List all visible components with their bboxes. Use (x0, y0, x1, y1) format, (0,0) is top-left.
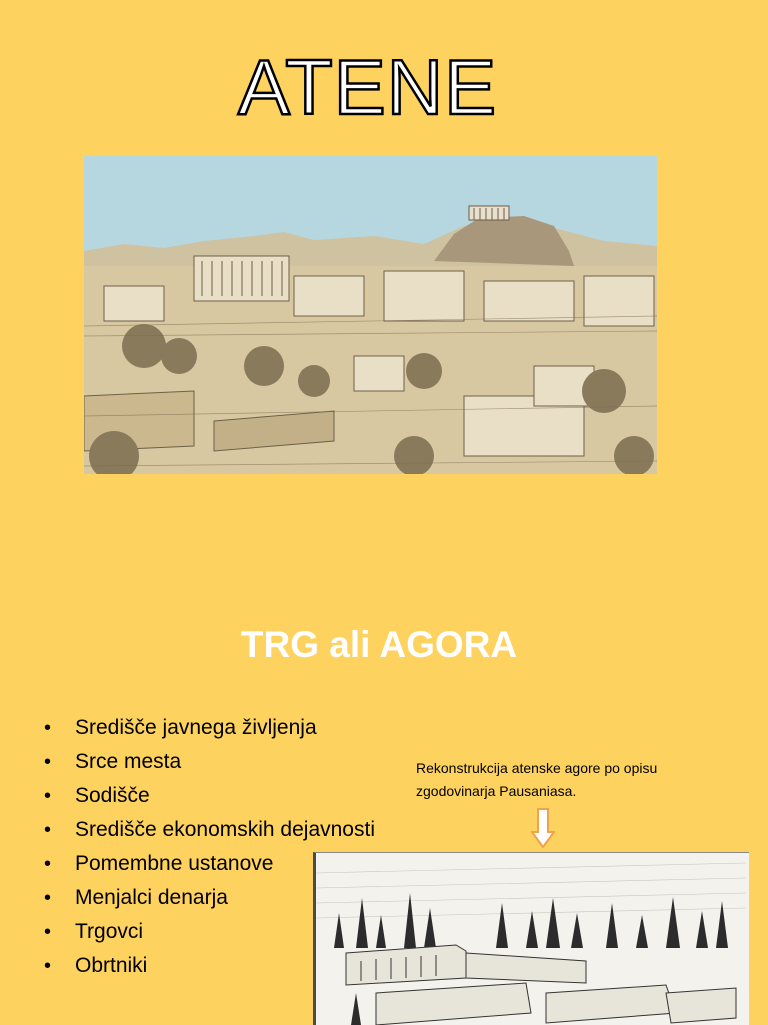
bullet-icon: • (44, 819, 52, 841)
image-caption (416, 757, 756, 803)
agora-reconstruction-image (313, 852, 749, 1025)
bullet-icon: • (44, 955, 52, 977)
list-item-label: Središče ekonomskih dejavnosti (75, 818, 375, 841)
list-item-label: Obrtniki (75, 954, 148, 977)
list-item-label: Menjalci denarja (75, 886, 228, 909)
list-item (44, 813, 375, 847)
list-item-label: Srce mesta (75, 750, 182, 773)
list-item-label: Sodišče (75, 784, 150, 807)
bullet-icon: • (44, 853, 52, 875)
list-item-label: Trgovci (75, 920, 144, 943)
list-item (44, 711, 375, 745)
bullet-icon: • (44, 717, 52, 739)
section-title: TRG ali AGORA (240, 624, 518, 665)
list-item-label: Pomembne ustanove (75, 852, 274, 875)
caption-line-2: zgodovinarja Pausaniasa. (416, 783, 577, 799)
list-item (44, 745, 375, 779)
bullet-icon: • (44, 887, 52, 909)
arrow-down-icon (531, 808, 555, 848)
athens-panorama-image (84, 156, 657, 474)
caption-line-1: Rekonstrukcija atenske agore po opisu (416, 760, 658, 776)
list-item (44, 779, 375, 813)
page-title: ATENE (237, 43, 498, 131)
bullet-icon: • (44, 785, 52, 807)
bullet-icon: • (44, 921, 52, 943)
bullet-icon: • (44, 751, 52, 773)
list-item-label: Središče javnega življenja (75, 716, 317, 739)
